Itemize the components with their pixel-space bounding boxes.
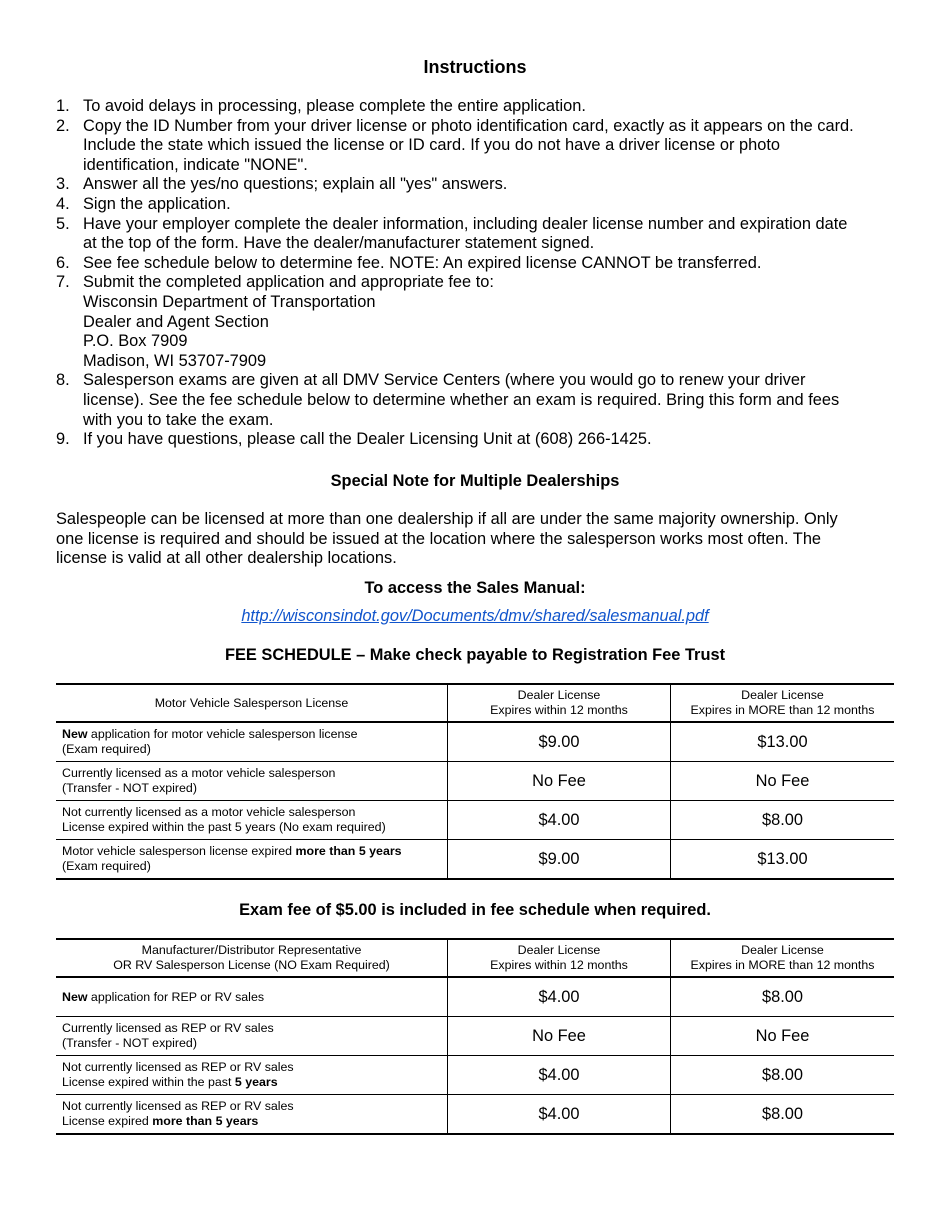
- fee-within-12-months: $9.00: [448, 840, 671, 880]
- instruction-line: Wisconsin Department of Transportation: [83, 292, 376, 311]
- sales-manual-link[interactable]: http://wisconsindot.gov/Documents/dmv/shared/salesmanual.pdf: [241, 607, 709, 625]
- column-header: [671, 939, 895, 977]
- fee-more-than-12-months: $8.00: [671, 801, 895, 840]
- column-header-line: Expires in MORE than 12 months: [690, 703, 875, 717]
- instruction-number: 1.: [56, 97, 70, 115]
- instruction-item: [56, 371, 894, 430]
- instruction-number: 8.: [56, 371, 70, 390]
- column-header-line: Expires in MORE than 12 months: [690, 958, 875, 972]
- column-header-line: Expires within 12 months: [490, 703, 628, 717]
- table-row: [56, 1017, 894, 1056]
- description-text: Motor vehicle salesperson license expired: [62, 844, 296, 858]
- description-text: Currently licensed as REP or RV sales: [62, 1021, 274, 1035]
- rep-fee-schedule-table: [56, 938, 894, 1135]
- description-text: (Exam required): [62, 742, 151, 756]
- instruction-item: [56, 273, 894, 371]
- table-row: [56, 1056, 894, 1095]
- table-row: [56, 1095, 894, 1135]
- multiple-dealerships-title: Special Note for Multiple Dealerships: [330, 472, 620, 490]
- column-header-line: Dealer License: [741, 688, 824, 702]
- instruction-line: at the top of the form. Have the dealer/manufacturer statement signed.: [83, 234, 595, 253]
- description-text: Not currently licensed as REP or RV sales: [62, 1099, 294, 1113]
- description-text: (Exam required): [62, 859, 151, 873]
- instruction-number: 5.: [56, 214, 70, 233]
- instruction-line: P.O. Box 7909: [83, 332, 188, 351]
- instruction-line: Sign the application.: [83, 194, 231, 213]
- instruction-line: Have your employer complete the dealer information, including dealer license number and expiration date: [83, 214, 848, 233]
- fee-more-than-12-months: $8.00: [671, 1095, 895, 1135]
- row-description: [56, 1017, 448, 1056]
- note-line: Salespeople can be licensed at more than one dealership if all are under the same majority ownership. Only: [56, 510, 838, 528]
- column-header-line: Dealer License: [517, 688, 601, 702]
- fee-within-12-months: No Fee: [448, 762, 671, 801]
- column-header-line: Motor Vehicle Salesperson License: [154, 695, 349, 710]
- table-row: [56, 977, 894, 1017]
- fee-more-than-12-months: $8.00: [671, 1056, 895, 1095]
- note-line: license is valid at all other dealership locations.: [56, 549, 397, 568]
- instructions-title: Instructions: [423, 57, 527, 77]
- instruction-item: [56, 175, 894, 195]
- fee-within-12-months: $9.00: [448, 722, 671, 762]
- note-line: one license is required and should be issued at the location where the salesperson works most often. The: [56, 529, 822, 548]
- fee-within-12-months: No Fee: [448, 1017, 671, 1056]
- column-header: [448, 684, 671, 722]
- instruction-line: Answer all the yes/no questions; explain all "yes" answers.: [83, 175, 508, 194]
- fee-schedule-title: FEE SCHEDULE – Make check payable to Registration Fee Trust: [224, 646, 726, 664]
- row-description: [56, 1095, 448, 1135]
- instruction-line: Madison, WI 53707-7909: [83, 351, 267, 370]
- column-header-line: Manufacturer/Distributor Representative: [141, 943, 362, 957]
- instruction-item: [56, 97, 894, 117]
- description-text: Not currently licensed as REP or RV sales: [62, 1060, 294, 1074]
- instruction-line: See fee schedule below to determine fee. NOTE: An expired license CANNOT be transferred.: [83, 253, 762, 272]
- fee-more-than-12-months: $8.00: [671, 977, 895, 1017]
- rep-fee-schedule-header-row: [56, 939, 894, 977]
- description-text: License expired within the past: [62, 1075, 235, 1089]
- column-header: [56, 684, 448, 722]
- sales-manual-title: To access the Sales Manual:: [364, 579, 586, 597]
- column-header-line: Dealer License: [741, 943, 824, 957]
- description-emphasis: New: [62, 989, 88, 1004]
- table-row: [56, 840, 894, 880]
- instructions-list: [56, 97, 894, 450]
- instruction-item: [56, 117, 894, 176]
- sales-manual-link-row: [56, 606, 894, 626]
- instruction-number: 7.: [56, 273, 70, 292]
- description-text: Currently licensed as a motor vehicle salesperson: [62, 766, 336, 780]
- row-description: [56, 722, 448, 762]
- description-emphasis: more than 5 years: [152, 1114, 259, 1128]
- instruction-line: with you to take the exam.: [83, 410, 274, 429]
- instruction-number: 3.: [56, 175, 70, 194]
- fee-more-than-12-months: $13.00: [671, 840, 895, 880]
- instruction-item: [56, 254, 894, 274]
- row-description: [56, 977, 448, 1017]
- instruction-line: license). See the fee schedule below to determine whether an exam is required. Bring this form and fees: [83, 390, 840, 409]
- column-header: [56, 939, 448, 977]
- table-row: [56, 801, 894, 840]
- instruction-line: If you have questions, please call the Dealer Licensing Unit at (608) 266-1425.: [83, 430, 652, 449]
- instruction-line: To avoid delays in processing, please complete the entire application.: [83, 97, 586, 115]
- row-description: [56, 801, 448, 840]
- fee-within-12-months: $4.00: [448, 977, 671, 1017]
- table-row: [56, 762, 894, 801]
- fee-more-than-12-months: No Fee: [671, 1017, 895, 1056]
- fee-within-12-months: $4.00: [448, 1056, 671, 1095]
- instruction-line: Salesperson exams are given at all DMV Service Centers (where you would go to renew your driver: [83, 371, 806, 390]
- description-text: License expired within the past 5 years (No exam required): [62, 820, 386, 834]
- description-emphasis: more than 5 years: [295, 844, 402, 858]
- fee-more-than-12-months: $13.00: [671, 722, 895, 762]
- description-text: (Transfer - NOT expired): [62, 781, 197, 795]
- instruction-line: Include the state which issued the license or ID card. If you do not have a driver license or photo: [83, 136, 780, 155]
- fee-schedule-table: [56, 683, 894, 880]
- column-header-line: Expires within 12 months: [490, 958, 628, 972]
- instruction-number: 6.: [56, 253, 70, 272]
- row-description: [56, 840, 448, 880]
- instruction-line: Copy the ID Number from your driver license or photo identification card, exactly as it appears on the card.: [83, 116, 854, 135]
- fee-within-12-months: $4.00: [448, 1095, 671, 1135]
- description-text: Not currently licensed as a motor vehicle salesperson: [62, 805, 356, 819]
- column-header: [448, 939, 671, 977]
- fee-within-12-months: $4.00: [448, 801, 671, 840]
- row-description: [56, 762, 448, 801]
- instruction-number: 9.: [56, 430, 70, 449]
- column-header: [671, 684, 895, 722]
- description-emphasis: 5 years: [234, 1075, 278, 1089]
- fee-more-than-12-months: No Fee: [671, 762, 895, 801]
- instruction-item: [56, 215, 894, 254]
- instruction-item: [56, 430, 894, 450]
- column-header-line: OR RV Salesperson License (NO Exam Required): [113, 958, 390, 972]
- description-text: License expired: [62, 1114, 153, 1128]
- fee-schedule-header-row: [56, 684, 894, 722]
- instruction-item: [56, 195, 894, 215]
- table-row: [56, 722, 894, 762]
- instruction-line: identification, indicate "NONE".: [83, 155, 308, 174]
- instruction-line: Dealer and Agent Section: [83, 312, 269, 331]
- description-emphasis: New: [62, 727, 88, 741]
- description-text: application for motor vehicle salesperson license: [87, 727, 358, 741]
- row-description: [56, 1056, 448, 1095]
- instruction-number: 2.: [56, 116, 70, 135]
- multiple-dealerships-note: [56, 510, 894, 569]
- description-text: (Transfer - NOT expired): [62, 1036, 197, 1050]
- instruction-number: 4.: [56, 194, 70, 213]
- description-text: application for REP or RV sales: [87, 989, 265, 1004]
- exam-fee-note: Exam fee of $5.00 is included in fee schedule when required.: [239, 901, 711, 919]
- column-header-line: Dealer License: [517, 943, 601, 957]
- instruction-line: Submit the completed application and appropriate fee to:: [83, 273, 494, 292]
